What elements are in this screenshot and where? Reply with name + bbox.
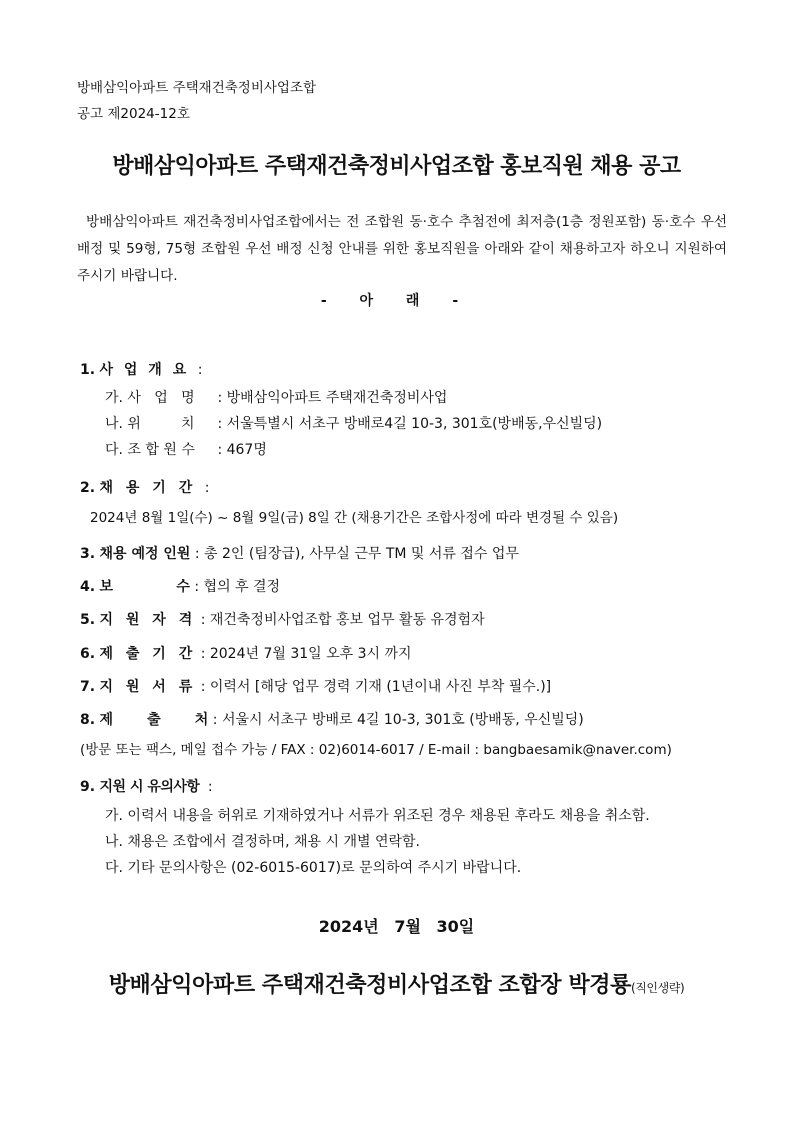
item-label: 가. 사 업 명 (105, 390, 195, 406)
section-number: 9. (80, 779, 96, 795)
section-7-row (80, 676, 551, 696)
section-value: : 2024년 7월 31일 오후 3시 까지 (200, 646, 412, 662)
item-label: 나. 위 치 (105, 416, 195, 432)
section-number: 1. (80, 362, 96, 378)
section-value: : 협의 후 결정 (194, 579, 281, 595)
section-label: 지원 시 유의사항 (99, 779, 200, 795)
section-label: 제 출 처 (99, 712, 209, 728)
section-1-heading (80, 359, 208, 379)
notice-date: 2024년 7월 30일 (318, 917, 475, 936)
notice-title: 방배삼익아파트 주택재건축정비사업조합 홍보직원 채용 공고 (112, 154, 681, 179)
section-number: 6. (80, 646, 96, 662)
org-name: 방배삼익아파트 주택재건축정비사업조합 (77, 80, 317, 96)
section-9-item: 다. 기타 문의사항은 (02-6015-6017)로 문의하여 주시기 바랍니다. (105, 860, 522, 876)
section-label: 지 원 서 류 (99, 679, 197, 695)
item-value: : 서울특별시 서초구 방배로4길 10-3, 301호(방배동,우신빌딩) (217, 416, 603, 432)
section-2-heading (80, 477, 215, 497)
section-number: 8. (80, 712, 96, 728)
section-8-detail: (방문 또는 팩스, 메일 접수 가능 / FAX : 02)6014-6017 / E-mail : bangbaesamik@naver.com) (80, 742, 672, 758)
section-6-row (80, 643, 412, 663)
section-9-item: 가. 이력서 내용을 허위로 기재하였거나 서류가 위조된 경우 채용된 후라도 채용을 취소함. (105, 808, 650, 824)
section-colon: : (197, 362, 203, 378)
signature-line (0, 968, 793, 999)
section-9-item: 나. 채용은 조합에서 결정하며, 채용 시 개별 연락함. (105, 834, 420, 850)
section-label: 제 출 기 간 (99, 646, 197, 662)
item-value: : 방배삼익아파트 주택재건축정비사업 (217, 390, 448, 406)
section-5-row (80, 609, 485, 629)
section-1-item (105, 413, 602, 433)
section-number: 7. (80, 679, 96, 695)
section-1-item (105, 439, 267, 459)
item-value: : 467명 (217, 442, 267, 458)
section-label: 사 업 개 요 (99, 362, 190, 378)
section-colon: : (204, 480, 210, 496)
section-label: 보 수 (99, 579, 190, 595)
section-number: 3. (80, 546, 96, 562)
section-value: : 총 2인 (팀장급), 사무실 근무 TM 및 서류 접수 업무 (194, 546, 519, 562)
section-9-heading (80, 776, 219, 796)
section-label: 채 용 기 간 (99, 480, 197, 496)
section-number: 4. (80, 579, 96, 595)
item-label: 다. 조 합 원 수 (105, 442, 195, 458)
section-label: 채용 예정 인원 (99, 546, 191, 562)
section-2-detail: 2024년 8월 1일(수) ~ 8월 9일(금) 8일 간 (채용기간은 조합사정에 따라 변경될 수 있음) (90, 510, 619, 526)
seal-note: (직인생략) (630, 981, 685, 995)
section-8-row (80, 709, 584, 729)
section-value: : 이력서 [해당 업무 경력 기재 (1년이내 사진 부착 필수.)] (200, 679, 552, 695)
below-marker: - 아 래 - (320, 293, 473, 309)
section-number: 2. (80, 480, 96, 496)
section-value: : 서울시 서초구 방배로 4길 10-3, 301호 (방배동, 우신빌딩) (212, 712, 584, 728)
section-1-item (105, 387, 447, 407)
notice-number: 공고 제2024-12호 (77, 106, 190, 122)
section-label: 지 원 자 격 (99, 612, 197, 628)
section-number: 5. (80, 612, 96, 628)
signature-text: 방배삼익아파트 주택재건축정비사업조합 조합장 박경룡 (108, 973, 631, 998)
section-4-row (80, 576, 280, 596)
intro-paragraph: 방배삼익아파트 재건축정비사업조합에서는 전 조합원 동·호수 추첨전에 최저층(1층 정원포함) 동·호수 우선 배정 및 59형, 75형 조합원 우선 배정 신청 안내를 위한 홍보직원을 아래와 같이 채용하고자 하오니 지원하여 주시기 바랍니다. (77, 214, 727, 284)
section-3-row (80, 543, 519, 563)
section-value: : 재건축정비사업조합 홍보 업무 활동 유경험자 (200, 612, 485, 628)
section-colon: : (207, 779, 213, 795)
